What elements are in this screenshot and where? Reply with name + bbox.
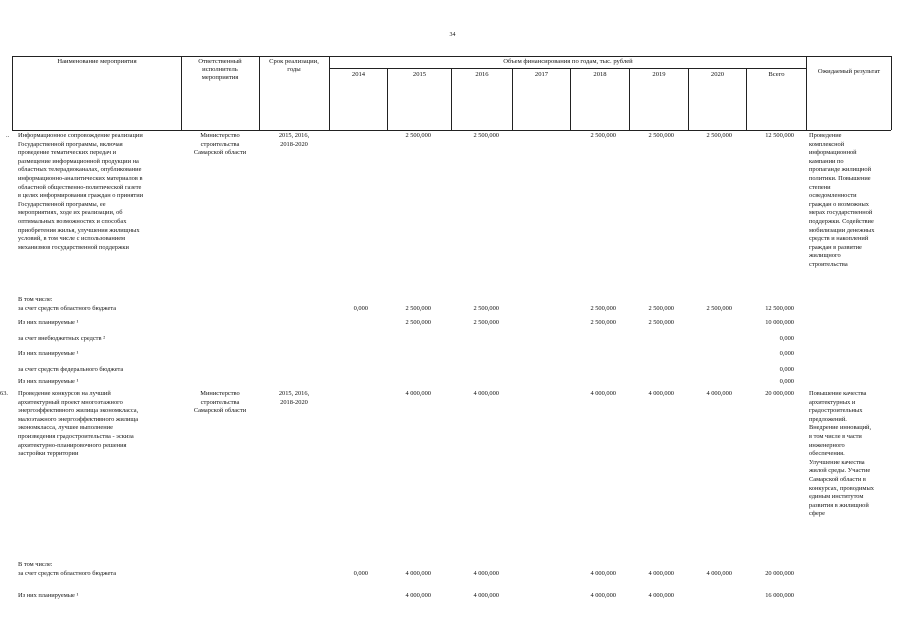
sub-label: за счет внебюджетных средств ² [18, 335, 105, 342]
row1-value-2019: 2 500,000 [648, 132, 674, 139]
sub-value: 0,000 [779, 350, 794, 357]
sub-value: 2 500,000 [706, 305, 732, 312]
row2-value-2020: 4 000,000 [706, 390, 732, 397]
sub-value: 10 000,000 [765, 319, 794, 326]
row1-term: 2015, 2016, 2018-2020 [278, 132, 310, 148]
header-executor: Ответственный исполнитель мероприятия [198, 58, 242, 81]
sub-value: 0,000 [779, 366, 794, 373]
header-name: Наименование мероприятия [57, 58, 137, 65]
row1-name: Информационное сопровождение реализации Государственной программы, включая проведение тематических передач и размещение информационной продукции на областных телерадиоканалах, опубликование информационно-аналитических материалов в областной общественно-политической газете в целях информирования граждан о принятии Государственной программы, ее мероприятиях, ходе их реализации, об оптимальных возможностях и способах приобретения жилья, улучшения жилищных условий, в том числе с использованием механизмов государственной поддержки [18, 132, 144, 251]
sub-label: за счет средств федерального бюджета [18, 366, 124, 373]
sub-value: 0,000 [779, 335, 794, 342]
sub-label: Из них планируемые ¹ [18, 378, 79, 385]
sub-label: за счет средств областного бюджета [18, 305, 117, 312]
sub-value: 2 500,000 [590, 319, 616, 326]
row1-executor: Министерство строительства Самарской области [193, 132, 247, 157]
sub-label: В том числе: [18, 296, 53, 303]
row2-executor: Министерство строительства Самарской области [193, 390, 247, 415]
sub-value: 2 500,000 [473, 319, 499, 326]
sub-value: 2 500,000 [405, 305, 431, 312]
sub-value: 4 000,000 [648, 570, 674, 577]
sub-label: за счет средств областного бюджета [18, 570, 117, 577]
sub-value: 4 000,000 [473, 592, 499, 599]
sub-value: 4 000,000 [648, 592, 674, 599]
sub-value: 4 000,000 [706, 570, 732, 577]
sub-value: 2 500,000 [648, 319, 674, 326]
header-year: 2016 [475, 71, 489, 78]
sub-value: 4 000,000 [405, 592, 431, 599]
sub-label: В том числе: [18, 561, 53, 568]
row1-value-2020: 2 500,000 [706, 132, 732, 139]
row1-value-total: 12 500,000 [765, 132, 794, 139]
header-year: 2017 [534, 71, 549, 78]
sub-value: 0,000 [779, 378, 794, 385]
sub-value: 20 000,000 [765, 570, 794, 577]
row2-result: Повышение качества архитектурных и градостроительных предложений. Внедрение инноваций, в том числе в части инженерного обеспечения. Улучшение качества жилой среды. Участие Самарской области в конкурсах, проводимых единым институтом развития в жилищной сфере [809, 390, 874, 518]
sub-value: 2 500,000 [405, 319, 431, 326]
header-year: 2020 [710, 71, 725, 78]
row2-term: 2015, 2016, 2018-2020 [278, 390, 310, 406]
page-number: 34 [449, 32, 456, 38]
sub-value: 4 000,000 [590, 592, 616, 599]
header-year: 2015 [412, 71, 427, 78]
row-marker: 63. [0, 390, 8, 397]
sub-value: 4 000,000 [473, 570, 499, 577]
row1-value-2015: 2 500,000 [405, 132, 431, 139]
sub-label: Из них планируемые ¹ [18, 350, 79, 357]
sub-value: 4 000,000 [590, 570, 616, 577]
header-result: Ожидаемый результат [817, 68, 881, 75]
row2-value-2016: 4 000,000 [473, 390, 499, 397]
header-year: 2014 [351, 71, 366, 78]
header-year: 2018 [593, 71, 607, 78]
row1-result: Проведение комплексной информационной кампании по пропаганде жилищной политики. Повышение степени осведомленности граждан о возможных мерах государственной поддержки. Содействие мобилизации денежных средств и накоплений граждан в развитие жилищного строительства [809, 132, 875, 268]
row2-value-total: 20 000,000 [765, 390, 794, 397]
sub-label: Из них планируемые ¹ [18, 592, 79, 599]
row2-name: Проведение конкурсов на лучший архитектурный проект многоэтажного энергоэффективного жилища экономкласса, малоэтажного энергоэффективного жилища экономкласса, лучшее выполнение произведения градостроительства - эскиза архитектурно-планировочного решения застройки территории [18, 390, 139, 458]
row2-value-2019: 4 000,000 [648, 390, 674, 397]
header-total: Всего [768, 71, 785, 78]
sub-label: Из них планируемые ¹ [18, 319, 79, 326]
sub-value: 12 500,000 [765, 305, 794, 312]
sub-value: 0,000 [353, 570, 368, 577]
header-financing: Объем финансирования по годам, тыс. рублей [503, 58, 633, 65]
sub-value: 16 000,000 [765, 592, 794, 599]
sub-value: 4 000,000 [405, 570, 431, 577]
sub-value: 2 500,000 [590, 305, 616, 312]
sub-value: 2 500,000 [473, 305, 499, 312]
sub-value: 0,000 [353, 305, 368, 312]
sub-value: 2 500,000 [648, 305, 674, 312]
header-term: Срок реализации, годы [269, 58, 319, 73]
row2-value-2015: 4 000,000 [405, 390, 431, 397]
row2-value-2018: 4 000,000 [590, 390, 616, 397]
row-marker: .. [6, 132, 10, 139]
header-year: 2019 [652, 71, 666, 78]
row1-value-2018: 2 500,000 [590, 132, 616, 139]
row1-value-2016: 2 500,000 [473, 132, 499, 139]
